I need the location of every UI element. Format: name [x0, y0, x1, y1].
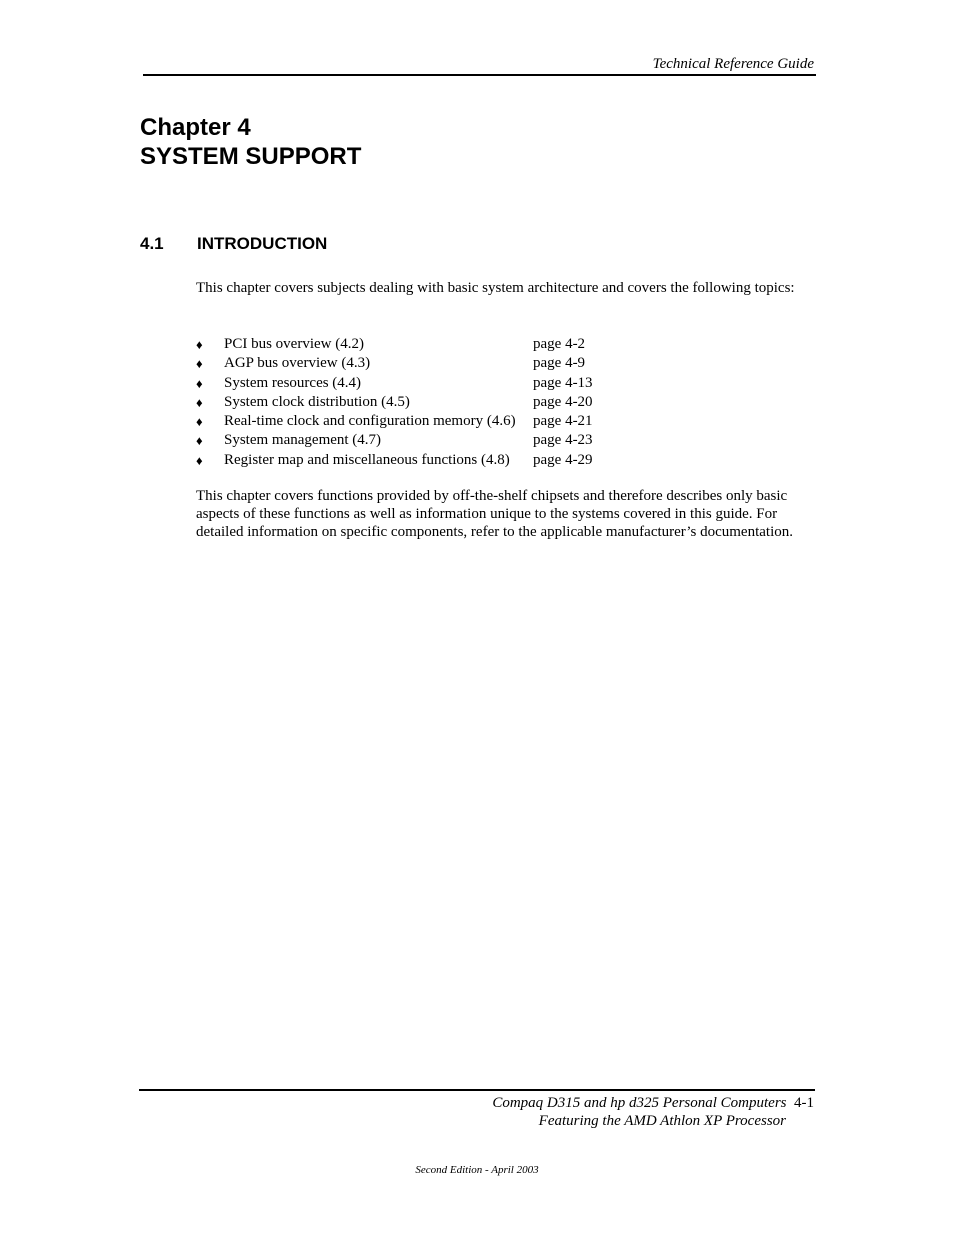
topic-page: page 4-23	[533, 432, 593, 449]
list-item	[196, 412, 593, 431]
topic-label: System resources (4.4)	[224, 374, 362, 391]
topic-label: Register map and miscellaneous functions (4.8)	[224, 451, 510, 468]
footer-line-1	[492, 1094, 814, 1112]
footer	[492, 1094, 814, 1130]
topic-page: page 4-29	[533, 451, 593, 468]
footer-edition: Second Edition - April 2003	[415, 1164, 539, 1176]
footer-processor-line: Featuring the AMD Athlon XP Processor	[538, 1113, 786, 1129]
topic-label: System clock distribution (4.5)	[224, 393, 410, 410]
list-item	[196, 451, 593, 470]
diamond-bullet-icon: ♦	[196, 414, 203, 430]
diamond-bullet-icon: ♦	[196, 394, 203, 410]
diamond-bullet-icon: ♦	[196, 452, 203, 468]
topic-page: page 4-13	[533, 374, 593, 391]
chapter-heading	[140, 113, 361, 171]
list-item	[196, 374, 593, 393]
diamond-bullet-icon: ♦	[196, 337, 203, 352]
section-number: 4.1	[140, 234, 164, 253]
header-guide-title: Technical Reference Guide	[652, 56, 814, 72]
footer-product-line: Compaq D315 and hp d325 Personal Computers	[492, 1095, 787, 1111]
list-item	[196, 393, 593, 412]
diamond-bullet-icon: ♦	[196, 433, 203, 449]
list-item	[196, 431, 593, 450]
list-item	[196, 335, 593, 354]
footer-rule	[139, 1089, 815, 1091]
topic-label: System management (4.7)	[224, 432, 382, 449]
section-title: INTRODUCTION	[197, 234, 328, 253]
topic-label: PCI bus overview (4.2)	[224, 336, 364, 352]
chapter-title: SYSTEM SUPPORT	[140, 143, 362, 170]
topic-page: page 4-20	[533, 393, 593, 410]
intro-paragraph: This chapter covers subjects dealing with basic system architecture and covers the following topics:	[196, 280, 795, 296]
topic-label: AGP bus overview (4.3)	[224, 355, 371, 372]
list-item	[196, 354, 593, 373]
chapter-number: Chapter 4	[140, 114, 251, 141]
topic-page: page 4-21	[533, 413, 593, 430]
topic-page: page 4-9	[533, 355, 586, 372]
topic-page: page 4-2	[533, 336, 586, 352]
diamond-bullet-icon: ♦	[196, 375, 203, 391]
topic-label: Real-time clock and configuration memory (4.6)	[224, 413, 516, 430]
header-rule	[143, 74, 816, 76]
diamond-bullet-icon: ♦	[196, 356, 203, 372]
closing-paragraph: This chapter covers functions provided by off-the-shelf chipsets and therefore describes only basic aspects of these functions as well as information unique to the systems covered in this guide. For detailed information on specific components, refer to the applicable manufacturer’s documentation.	[196, 488, 794, 540]
topic-list	[196, 335, 593, 470]
section-heading	[140, 234, 327, 254]
footer-page-number: 4-1	[794, 1095, 814, 1111]
